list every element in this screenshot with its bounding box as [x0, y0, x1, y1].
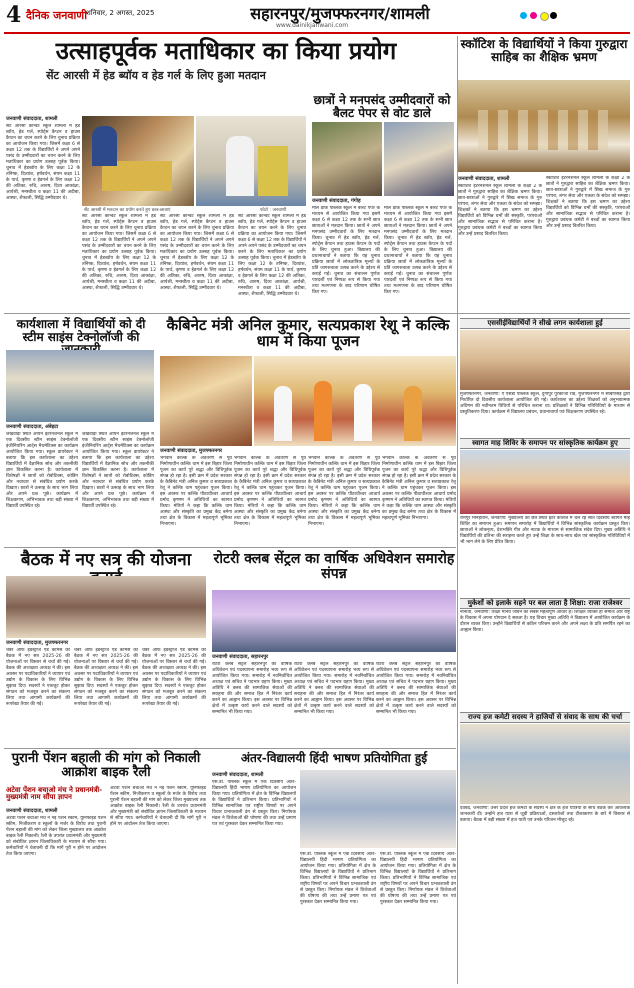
voting-photo-left	[82, 116, 194, 206]
ballot-body-col1: मील डाक पब्लिक स्कूल में बैलट पेपर के माध्यम से आयोजित किया गया इसमें कक्षा 6 से कक्षा 12 तक के सभी छात्र छात्राओं ने मतदान किया। छात्रों ने अपने मनपसंद उम्मीदवारों के लिए मतदान किया। चुनाव में हेड ब्वॉय, हेड गर्ल, स्पोर्ट्स कैप्टन तथा हाउस कैप्टन के पदों के लिए चुनाव हुआ। विद्यालय की प्रधानाचार्या ने बताया कि यह चुनाव प्रक्रिया छात्रों में लोकतांत्रिक मूल्यों के प्रति जागरूकता उत्पन्न करने के उद्देश्य से कराई गई। चुनाव का संचालन पूर्णतः पारदर्शी एवं निष्पक्ष रूप से किया गया तथा मतगणना के बाद परिणाम घोषित किए गए।	[312, 206, 380, 295]
hindi-headline: अंतर-विद्यालयी हिंदी भाषण प्रतियोगिता हुई	[240, 751, 428, 765]
meeting-headline: बैठक में नए सत्र की योजना	[20, 550, 192, 570]
swagat-body: रामपुर मनिहारान, जनवाणी: मुख्यालय की छेत्र स्थित इंटर कालेज में चल रहे सात दिवसीय स्वागत माह शिविर का समापन हुआ। समापन समारोह में विद्यार्थियों ने विभिन्न सांस्कृतिक कार्यक्रम प्रस्तुत किए। छात्राओं ने लोकनृत्य, देशभक्ति गीत और नाटक के माध्यम से सामाजिक संदेश दिए। मुख्य अतिथि ने विद्यार्थियों की प्रतिभा की सराहना करते हुए उन्हें शिक्षा के साथ-साथ खेल एवं सांस्कृतिक गतिविधियों में भी भाग लेने के लिए प्रेरित किया।	[460, 516, 630, 545]
meeting-byline: जनवाणी संवाददाता, मुजफ्फरनगर	[6, 640, 69, 646]
cmyk-yellow-dot	[540, 12, 549, 21]
voting-subhead: सेंट आरसी में हेड ब्यॉय व हेड गर्ल के लिए हुआ मतदान	[46, 69, 266, 82]
pension-body-col2: अटेवा पेंशन बचाओ मंच ने नई पेंशन स्कीम, यूनिफाइड पेंशन स्कीम, निजीकरण व स्कूलों के मर्जर के विरोध तथा पुरानी पेंशन बहाली की मांग को लेकर जिला मुख्यालय तक आक्रोश बाइक रैली निकाली। रैली के उपरांत प्रधानमंत्री और मुख्यमंत्री को संबोधित ज्ञापन जिलाधिकारी के माध्यम से सौंपा गया। कर्मचारियों ने चेतावनी दी कि मांगें पूरी न होने पर आंदोलन तेज किया जाएगा।	[110, 786, 206, 827]
minister-headline: कैबिनेट मंत्री अनिल कुमार, सत्यप्रकाश रेशू ने कल्कि धाम में किया पूजन	[166, 316, 450, 350]
rotary-headline: रोटरी क्लब सेंट्रल का वार्षिक अधिवेशन समारोह संपन्न	[213, 551, 455, 582]
cmyk-cyan-dot	[520, 12, 527, 19]
ballot-headline: छात्रों ने मनपसंद उम्मीदवारों को बैलट पेपर से वोट डाले	[313, 93, 451, 120]
ballot-body-col2: मील डाक पब्लिक स्कूल में बैलट पेपर के माध्यम से आयोजित किया गया इसमें कक्षा 6 से कक्षा 12 तक के सभी छात्र छात्राओं ने मतदान किया। छात्रों ने अपने मनपसंद उम्मीदवारों के लिए मतदान किया। चुनाव में हेड ब्वॉय, हेड गर्ल, स्पोर्ट्स कैप्टन तथा हाउस कैप्टन के पदों के लिए चुनाव हुआ। विद्यालय की प्रधानाचार्या ने बताया कि यह चुनाव प्रक्रिया छात्रों में लोकतांत्रिक मूल्यों के प्रति जागरूकता उत्पन्न करने के उद्देश्य से कराई गई। चुनाव का संचालन पूर्णतः पारदर्शी एवं निष्पक्ष रूप से किया गया तथा मतगणना के बाद परिणाम घोषित किए गए।	[384, 206, 452, 295]
divider-2	[4, 547, 456, 548]
kawad-photo	[460, 724, 630, 804]
voting-photo-right	[196, 116, 306, 206]
swagat-photo	[460, 450, 630, 514]
minister-byline: जनवाणी संवाददाता, मुजफ्फरनगर	[160, 448, 223, 454]
city-heading: सहारनपुर/मुजफ्फरनगर/शामली	[250, 4, 430, 23]
kawad-body: देवबंद, जनवाणी: उत्तर प्रदेश हज कमेटी के सदस्य ने क्षेत्र के हज यात्रियों के साथ बैठक कर आवश्यक जानकारी दी। उन्होंने हज यात्रा से जुड़ी प्रक्रियाओं, दस्तावेजों तथा टीकाकरण के बारे में विस्तार से बताया। बैठक में बड़ी संख्या में हज यात्री एवं उनके परिजन मौजूद रहे।	[460, 806, 630, 823]
scottish-headline: स्कॉटिश के विद्यार्थियों ने किया गुरुद्वारा साहिब का शैक्षिक भ्रमण	[460, 37, 628, 64]
cmyk-black-dot	[550, 12, 557, 19]
minister-photo-left	[160, 356, 252, 446]
meeting-body-col1: चैंबर ऑफ इंडस्ट्रीज एंड कॉमर्स की बैठक में नए सत्र 2025-26 की योजनाओं पर विस्तार से चर्चा की गई। बैठक की अध्यक्षता अध्यक्ष ने की। इस अवसर पर पदाधिकारियों ने व्यापार एवं उद्योग के विकास के लिए विभिन्न सुझाव दिए। सदस्यों ने एकजुट होकर संगठन को मजबूत करने का संकल्प लिया तथा आगामी कार्यक्रमों की रूपरेखा तैयार की गई।	[6, 648, 70, 707]
mukesh-body: नानौता, जनवाणी: शिक्षा मानव जीवन का सबसे महत्वपूर्ण आधार है। शिक्षित व्यक्ति ही समाज और राष्ट्र के विकास में अपना योगदान दे सकता है। यह विचार मुख्य अतिथि ने विद्यालय में आयोजित कार्यक्रम के दौरान व्यक्त किए। उन्होंने विद्यार्थियों से कठिन परिश्रम करने और अपने लक्ष्य के प्रति समर्पित रहने का आह्वान किया।	[460, 610, 630, 633]
pension-subhead: अटेवा पेंशन बचाओ मंच ने प्रधानमंत्री-मुख्यमंत्री नाम सौंपा ज्ञापन	[6, 785, 103, 802]
minister-photo-right	[254, 356, 456, 446]
scottish-body-col2: स्कॉटिश इंटरनेशनल स्कूल शामली के कक्षा 2 के छात्रों ने गुरुद्वारा साहिब का शैक्षिक भ्रमण किया। छात्र-छात्राओं ने गुरुद्वारे में सिख समाज के गुरु परंपरा, लंगर सेवा और एकता के संदेश को समझा। शिक्षकों ने बताया कि इस भ्रमण का उद्देश्य विद्यार्थियों को विभिन्न धर्मों की संस्कृति, परंपराओं और सामाजिक सद्भाव से परिचित कराना है। गुरुद्वारा प्रबंधक कमेटी ने बच्चों का स्वागत किया और उन्हें प्रसाद वितरित किया।	[546, 176, 630, 229]
kashwala-byline: जनवाणी संवाददाता, अंबेहटा	[6, 424, 59, 430]
page-number: 4	[6, 2, 22, 28]
minister-body-col2: भगवान कल्कि के अवतरण से पूर्व निर्माणाधीन कल्कि धाम में इस बिहार जिला पूजन का कार्य पूरे श्रद्धा और विधिपूर्वक संपन्न हो रहा है। इसी क्रम में प्रदेश सरकार के कैबिनेट मंत्री अनिल कुमार व सत्यप्रकाश रेशू ने कल्कि धाम पहुंचकर पूजन किया। इस अवसर पर कल्कि पीठाधीश्वर आचार्य प्रमोद कृष्णम ने अतिथियों का स्वागत किया। मंत्रियों ने कहा कि कल्कि धाम आस्था और संस्कृति का प्रमुख केंद्र बनेगा तथा क्षेत्र के विकास में महत्वपूर्ण भूमिका निभाएगा।	[234, 456, 306, 527]
hindi-photo	[300, 770, 456, 848]
meeting-body-col2: चैंबर ऑफ इंडस्ट्रीज एंड कॉमर्स की बैठक में नए सत्र 2025-26 की योजनाओं पर विस्तार से चर्चा की गई। बैठक की अध्यक्षता अध्यक्ष ने की। इस अवसर पर पदाधिकारियों ने व्यापार एवं उद्योग के विकास के लिए विभिन्न सुझाव दिए। सदस्यों ने एकजुट होकर संगठन को मजबूत करने का संकल्प लिया तथा आगामी कार्यक्रमों की रूपरेखा तैयार की गई।	[74, 648, 138, 707]
hindi-body-col3: एस.डी. पब्लिक स्कूल में एक दिवसीय अंतर-विद्यालयी हिंदी भाषण प्रतियोगिता का आयोजन किया गया। प्रतियोगिता में क्षेत्र के विभिन्न विद्यालयों के विद्यार्थियों ने प्रतिभाग किया। प्रतिभागियों ने विभिन्न सामाजिक एवं राष्ट्रीय विषयों पर अपने विचार प्रभावशाली ढंग से प्रस्तुत किए। निर्णायक मंडल ने विजेताओं की घोषणा की तथा उन्हें प्रमाण पत्र एवं पुरस्कार देकर सम्मानित किया गया।	[380, 852, 456, 905]
voting-headline: उत्साहपूर्वक मताधिकार का किया प्रयोग	[55, 36, 397, 65]
kawad-box-heading: राज्य हज कमेटी सदस्य ने हाजियों से संवाद के साथ की चर्चा	[460, 712, 630, 723]
meeting-photo	[6, 576, 206, 638]
hindi-body-col1: एस.डी. पब्लिक स्कूल में एक दिवसीय अंतर-विद्यालयी हिंदी भाषण प्रतियोगिता का आयोजन किया गया। प्रतियोगिता में क्षेत्र के विभिन्न विद्यालयों के विद्यार्थियों ने प्रतिभाग किया। प्रतिभागियों ने विभिन्न सामाजिक एवं राष्ट्रीय विषयों पर अपने विचार प्रभावशाली ढंग से प्रस्तुत किए। निर्णायक मंडल ने विजेताओं की घोषणा की तथा उन्हें प्रमाण पत्र एवं पुरस्कार देकर सम्मानित किया गया।	[212, 780, 296, 827]
pension-headline: पुरानी पेंशन बहाली की मांग को निकाली आक्रोश बाइक रैली	[11, 751, 201, 780]
kashwala-body-col1: जखवाड़ा स्थित आर्यन इंटरनेशनल स्कूल में एक दिवसीय स्टीम साइंस टेक्नोलॉजी इंजीनियरिंग आर्ट्स मैथमेटिक्स का कार्यक्रम आयोजित किया गया। स्कूल डायरेक्टर ने बताया कि इस कार्यशाला का उद्देश्य विद्यार्थियों में वैज्ञानिक सोच और तकनीकी ज्ञान विकसित करना है। कार्यशाला में विशेषज्ञों ने छात्रों को रोबोटिक्स, कोडिंग और नवाचार से संबंधित प्रयोग करके दिखाए। छात्रों ने उत्साह के साथ भाग लिया और अपने प्रश्न पूछे। कार्यक्रम में शिक्षकगण, अभिभावक तथा बड़ी संख्या में विद्यार्थी उपस्थित रहे।	[6, 432, 78, 509]
voting-body-col2: सेंट आरसी कान्वेंट स्कूल शामली में हेड ब्वॉय, हेड गर्ल, स्पोर्ट्स कैप्टन व हाउस कैप्टन का चयन करने के लिए चुनाव प्रक्रिया का आयोजन किया गया। जिसमें कक्षा 6 से कक्षा 12 तक के विद्यार्थियों ने अपने अपने पसंद के उम्मीदवारों का चयन करने के लिए मताधिकार का प्रयोग उत्साह पूर्वक किया। चुनाव में हेडब्वॉय के लिए कक्षा 12 के तनिष्क, दिव्यांश, हर्षवर्धन, संयम कक्षा 11 के पार्थ, कृष्णा व हेडगर्ल के लिए कक्षा 12 की अतिका, रुचि, आरुष, दिव्य आकांक्षा, आर्यश्री, मनस्वीता व कक्षा 11 की अदीबा, आस्था, शैफाली, सिद्धि उम्मीदवार थे।	[82, 214, 156, 291]
ballot-byline: जनवाणी संवाददाता, गंगोह	[312, 198, 361, 204]
pension-byline: जनवाणी संवाददाता, शामली	[6, 808, 58, 814]
minister-body-col3: भगवान कल्कि के अवतरण से पूर्व निर्माणाधीन कल्कि धाम में इस बिहार जिला पूजन का कार्य पूरे श्रद्धा और विधिपूर्वक संपन्न हो रहा है। इसी क्रम में प्रदेश सरकार के कैबिनेट मंत्री अनिल कुमार व सत्यप्रकाश रेशू ने कल्कि धाम पहुंचकर पूजन किया। इस अवसर पर कल्कि पीठाधीश्वर आचार्य प्रमोद कृष्णम ने अतिथियों का स्वागत किया। मंत्रियों ने कहा कि कल्कि धाम आस्था और संस्कृति का प्रमुख केंद्र बनेगा तथा क्षेत्र के विकास में महत्वपूर्ण भूमिका निभाएगा।	[308, 456, 380, 527]
rotary-photo	[212, 590, 456, 652]
minister-body-col1: भगवान कल्कि के अवतरण से पूर्व निर्माणाधीन कल्कि धाम में इस बिहार जिला पूजन का कार्य पूरे श्रद्धा और विधिपूर्वक संपन्न हो रहा है। इसी क्रम में प्रदेश सरकार के कैबिनेट मंत्री अनिल कुमार व सत्यप्रकाश रेशू ने कल्कि धाम पहुंचकर पूजन किया। इस अवसर पर कल्कि पीठाधीश्वर आचार्य प्रमोद कृष्णम ने अतिथियों का स्वागत किया। मंत्रियों ने कहा कि कल्कि धाम आस्था और संस्कृति का प्रमुख केंद्र बनेगा तथा क्षेत्र के विकास में महत्वपूर्ण भूमिका निभाएगा।	[160, 456, 232, 527]
masthead-rule	[4, 32, 630, 34]
divider-1	[4, 313, 630, 314]
voting-body-col1: सेंट आरसी कान्वेंट स्कूल शामली में हेड ब्वॉय, हेड गर्ल, स्पोर्ट्स कैप्टन व हाउस कैप्टन का चयन करने के लिए चुनाव प्रक्रिया का आयोजन किया गया। जिसमें कक्षा 6 से कक्षा 12 तक के विद्यार्थियों ने अपने अपने पसंद के उम्मीदवारों का चयन करने के लिए मताधिकार का प्रयोग उत्साह पूर्वक किया। चुनाव में हेडब्वॉय के लिए कक्षा 12 के तनिष्क, दिव्यांश, हर्षवर्धन, संयम कक्षा 11 के पार्थ, कृष्णा व हेडगर्ल के लिए कक्षा 12 की अतिका, रुचि, आरुष, दिव्य आकांक्षा, आर्यश्री, मनस्वीता व कक्षा 11 की अदीबा, आस्था, शैफाली, सिद्धि उम्मीदवार थे।	[6, 124, 80, 201]
voting-byline: जनवाणी संवाददाता, शामली	[6, 116, 58, 122]
nss-photo	[460, 330, 630, 390]
scottish-body-col1: स्कॉटिश इंटरनेशनल स्कूल शामली के कक्षा 2 के छात्रों ने गुरुद्वारा साहिब का शैक्षिक भ्रमण किया। छात्र-छात्राओं ने गुरुद्वारे में सिख समाज के गुरु परंपरा, लंगर सेवा और एकता के संदेश को समझा। शिक्षकों ने बताया कि इस भ्रमण का उद्देश्य विद्यार्थियों को विभिन्न धर्मों की संस्कृति, परंपराओं और सामाजिक सद्भाव से परिचित कराना है। गुरुद्वारा प्रबंधक कमेटी ने बच्चों का स्वागत किया और उन्हें प्रसाद वितरित किया।	[458, 184, 542, 237]
ballot-photo-right	[384, 122, 454, 196]
hindi-body-col2: एस.डी. पब्लिक स्कूल में एक दिवसीय अंतर-विद्यालयी हिंदी भाषण प्रतियोगिता का आयोजन किया गया। प्रतियोगिता में क्षेत्र के विभिन्न विद्यालयों के विद्यार्थियों ने प्रतिभाग किया। प्रतिभागियों ने विभिन्न सामाजिक एवं राष्ट्रीय विषयों पर अपने विचार प्रभावशाली ढंग से प्रस्तुत किए। निर्णायक मंडल ने विजेताओं की घोषणा की तथा उन्हें प्रमाण पत्र एवं पुरस्कार देकर सम्मानित किया गया।	[300, 852, 376, 905]
kashwala-headline: कार्यशाला में विद्यार्थियों को दी स्टीम साइंस टेक्नोलॉजी की	[16, 317, 146, 344]
hindi-byline: जनवाणी संवाददाता, शामली	[212, 772, 264, 778]
meeting-body-col3: चैंबर ऑफ इंडस्ट्रीज एंड कॉमर्स की बैठक में नए सत्र 2025-26 की योजनाओं पर विस्तार से चर्चा की गई। बैठक की अध्यक्षता अध्यक्ष ने की। इस अवसर पर पदाधिकारियों ने व्यापार एवं उद्योग के विकास के लिए विभिन्न सुझाव दिए। सदस्यों ने एकजुट होकर संगठन को मजबूत करने का संकल्प लिया तथा आगामी कार्यक्रमों की रूपरेखा तैयार की गई।	[142, 648, 206, 707]
voting-body-col4: सेंट आरसी कान्वेंट स्कूल शामली में हेड ब्वॉय, हेड गर्ल, स्पोर्ट्स कैप्टन व हाउस कैप्टन का चयन करने के लिए चुनाव प्रक्रिया का आयोजन किया गया। जिसमें कक्षा 6 से कक्षा 12 तक के विद्यार्थियों ने अपने अपने पसंद के उम्मीदवारों का चयन करने के लिए मताधिकार का प्रयोग उत्साह पूर्वक किया। चुनाव में हेडब्वॉय के लिए कक्षा 12 के तनिष्क, दिव्यांश, हर्षवर्धन, संयम कक्षा 11 के पार्थ, कृष्णा व हेडगर्ल के लिए कक्षा 12 की अतिका, रुचि, आरुष, दिव्य आकांक्षा, आर्यश्री, मनस्वीता व कक्षा 11 की अदीबा, आस्था, शैफाली, सिद्धि उम्मीदवार थे।	[238, 214, 306, 297]
rotary-byline: जनवाणी संवाददाता, सहारनपुर	[212, 654, 269, 660]
rotary-body-col1: रोटरी क्लब सेंट्रल सहारनपुर का वार्षिक अधिवेशन एवं पदस्थापना समारोह भव्य रूप से आयोजित किया गया। समारोह में नवनिर्वाचित अध्यक्ष एवं सचिव ने पदभार ग्रहण किया। मुख्य अतिथि ने क्लब की सामाजिक सेवाओं की सराहना की और समाज हित में निरंतर कार्य करने का आह्वान किया। इस अवसर पर विभिन्न क्षेत्रों में उत्कृष्ट कार्य करने वाले सदस्यों को सम्मानित भी किया गया।	[212, 662, 292, 715]
kashwala-body-col2: जखवाड़ा स्थित आर्यन इंटरनेशनल स्कूल में एक दिवसीय स्टीम साइंस टेक्नोलॉजी इंजीनियरिंग आर्ट्स मैथमेटिक्स का कार्यक्रम आयोजित किया गया। स्कूल डायरेक्टर ने बताया कि इस कार्यशाला का उद्देश्य विद्यार्थियों में वैज्ञानिक सोच और तकनीकी ज्ञान विकसित करना है। कार्यशाला में विशेषज्ञों ने छात्रों को रोबोटिक्स, कोडिंग और नवाचार से संबंधित प्रयोग करके दिखाए। छात्रों ने उत्साह के साथ भाग लिया और अपने प्रश्न पूछे। कार्यक्रम में शिक्षकगण, अभिभावक तथा बड़ी संख्या में विद्यार्थी उपस्थित रहे।	[82, 432, 154, 509]
scottish-photo	[458, 80, 630, 172]
ballot-photo-left	[312, 122, 382, 196]
nss-body: मुजफ्फरनगर, जनवाणी: ए एसडी पब्लिक स्कूल, दुर्गापुर पुरकाजी रोड, मुजफ्फरनगर में सीबीएसई द्वारा निर्धारित दो दिवसीय कार्यशाला आयोजित की गई। कार्यशाला का उद्देश्य शिक्षकों को अनुभवात्मक अधिगम की नवीनतम विधियों से परिचित कराना था। प्रशिक्षकों ने विभिन्न गतिविधियों के माध्यम से प्रस्तुतिकरण दिया। कार्यक्रम में विद्यालय प्रबंधन, प्रधानाचार्या एवं शिक्षकगण उपस्थित रहे।	[460, 392, 630, 415]
voting-body-col3: सेंट आरसी कान्वेंट स्कूल शामली में हेड ब्वॉय, हेड गर्ल, स्पोर्ट्स कैप्टन व हाउस कैप्टन का चयन करने के लिए चुनाव प्रक्रिया का आयोजन किया गया। जिसमें कक्षा 6 से कक्षा 12 तक के विद्यार्थियों ने अपने अपने पसंद के उम्मीदवारों का चयन करने के लिए मताधिकार का प्रयोग उत्साह पूर्वक किया। चुनाव में हेडब्वॉय के लिए कक्षा 12 के तनिष्क, दिव्यांश, हर्षवर्धन, संयम कक्षा 11 के पार्थ, कृष्णा व हेडगर्ल के लिए कक्षा 12 की अतिका, रुचि, आरुष, दिव्य आकांक्षा, आर्यश्री, मनस्वीता व कक्षा 11 की अदीबा, आस्था, शैफाली, सिद्धि उम्मीदवार थे।	[160, 214, 234, 291]
pension-body-col1: अटेवा पेंशन बचाओ मंच ने नई पेंशन स्कीम, यूनिफाइड पेंशन स्कीम, निजीकरण व स्कूलों के मर्जर के विरोध तथा पुरानी पेंशन बहाली की मांग को लेकर जिला मुख्यालय तक आक्रोश बाइक रैली निकाली। रैली के उपरांत प्रधानमंत्री और मुख्यमंत्री को संबोधित ज्ञापन जिलाधिकारी के माध्यम से सौंपा गया। कर्मचारियों ने चेतावनी दी कि मांगें पूरी न होने पर आंदोलन तेज किया जाएगा।	[6, 816, 106, 857]
minister-body-col4: भगवान कल्कि के अवतरण से पूर्व निर्माणाधीन कल्कि धाम में इस बिहार जिला पूजन का कार्य पूरे श्रद्धा और विधिपूर्वक संपन्न हो रहा है। इसी क्रम में प्रदेश सरकार के कैबिनेट मंत्री अनिल कुमार व सत्यप्रकाश रेशू ने कल्कि धाम पहुंचकर पूजन किया। इस अवसर पर कल्कि पीठाधीश्वर आचार्य प्रमोद कृष्णम ने अतिथियों का स्वागत किया। मंत्रियों ने कहा कि कल्कि धाम आस्था और संस्कृति का प्रमुख केंद्र बनेगा तथा क्षेत्र के विकास में महत्वपूर्ण भूमिका निभाएगा।	[382, 456, 456, 521]
column-rule-right	[457, 36, 458, 984]
nss-box-heading: एससीईविद्यार्थियों ने सीखे लगन कार्यशाला हुई	[460, 318, 630, 329]
website: www.dainikjanwani.com	[276, 22, 349, 29]
brand-name: दैनिक जनवाणी	[26, 9, 88, 22]
divider-3	[4, 748, 456, 749]
rotary-body-col2: रोटरी क्लब सेंट्रल सहारनपुर का वार्षिक अधिवेशन एवं पदस्थापना समारोह भव्य रूप से आयोजित किया गया। समारोह में नवनिर्वाचित अध्यक्ष एवं सचिव ने पदभार ग्रहण किया। मुख्य अतिथि ने क्लब की सामाजिक सेवाओं की सराहना की और समाज हित में निरंतर कार्य करने का आह्वान किया। इस अवसर पर विभिन्न क्षेत्रों में उत्कृष्ट कार्य करने वाले सदस्यों को सम्मानित भी किया गया।	[294, 662, 374, 715]
kashwala-photo	[6, 350, 154, 422]
scottish-byline: जनवाणी संवाददाता, शामली	[458, 176, 510, 182]
mukesh-box-heading: मुकेशों को इलाके सहने पर बल लाता है शिक्षा: राजा राजेश्वर	[460, 598, 630, 609]
rotary-body-col3: रोटरी क्लब सेंट्रल सहारनपुर का वार्षिक अधिवेशन एवं पदस्थापना समारोह भव्य रूप से आयोजित किया गया। समारोह में नवनिर्वाचित अध्यक्ष एवं सचिव ने पदभार ग्रहण किया। मुख्य अतिथि ने क्लब की सामाजिक सेवाओं की सराहना की और समाज हित में निरंतर कार्य करने का आह्वान किया। इस अवसर पर विभिन्न क्षेत्रों में उत्कृष्ट कार्य करने वाले सदस्यों को सम्मानित भी किया गया।	[376, 662, 456, 715]
cmyk-magenta-dot	[530, 12, 537, 19]
issue-date: शनिवार, 2 अगस्त, 2025	[86, 9, 155, 17]
voting-photo-caption: सेंट आरसी में मतदान का प्रयोग करते हुए छात्र-छात्राएं	[84, 208, 171, 213]
swagat-box-heading: स्वागत माह शिविर के समापन पर सांस्कृतिक कार्यक्रम हुए	[460, 438, 630, 449]
voting-photo-credit: फोटो : जनवाणी	[260, 208, 287, 213]
